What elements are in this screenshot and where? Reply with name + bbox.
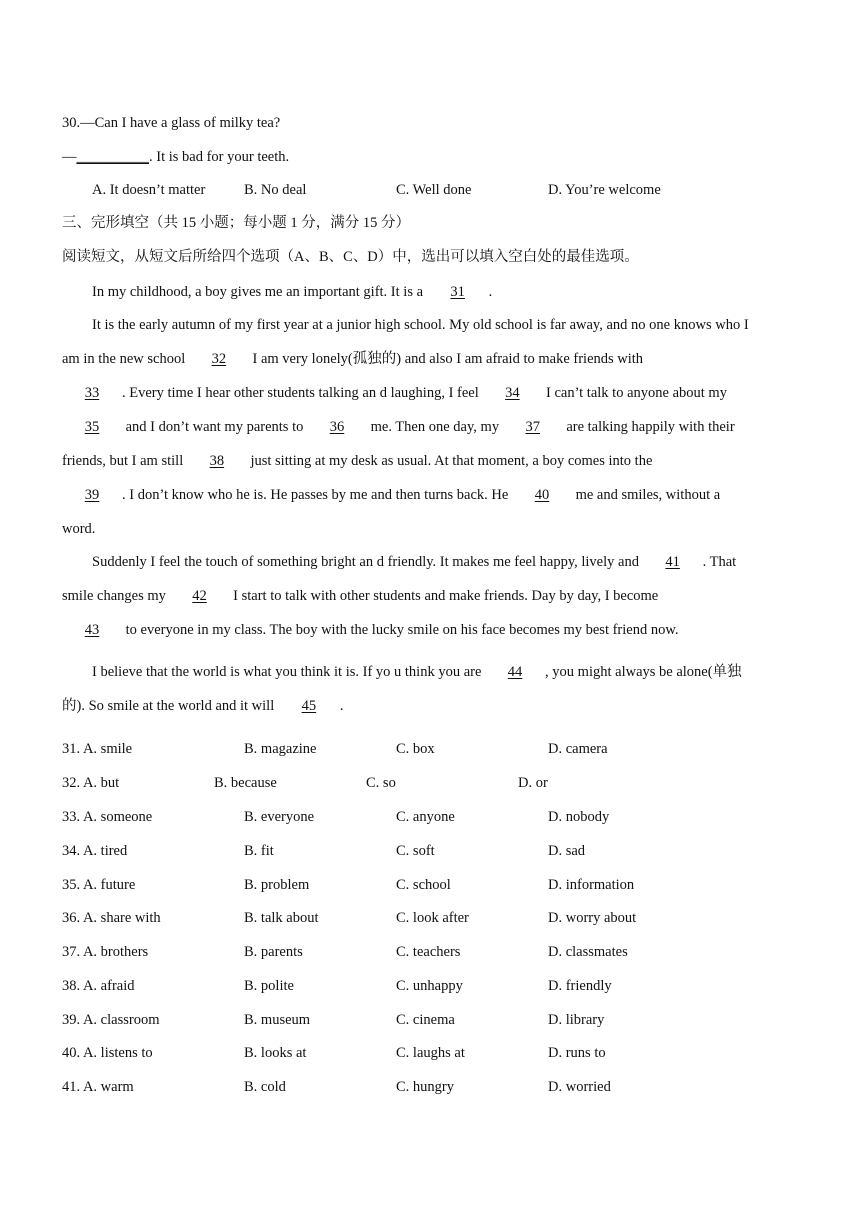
question-option-c: C. school bbox=[396, 877, 451, 893]
passage-line bbox=[62, 621, 679, 639]
blank-37: 37 bbox=[525, 419, 540, 435]
question-option-a: 31. A. smile bbox=[62, 741, 133, 757]
passage-line bbox=[62, 418, 735, 436]
question-option-c: C. box bbox=[396, 741, 435, 757]
blank-43: 43 bbox=[84, 622, 100, 638]
question-option-c: C. look after bbox=[396, 910, 469, 926]
question-row bbox=[0, 1011, 860, 1029]
question-option-a: 40. A. listens to bbox=[62, 1045, 153, 1061]
question-option-c: C. so bbox=[366, 775, 396, 791]
blank-41: 41 bbox=[665, 554, 680, 570]
passage-text: to everyone in my class. The boy with the lucky smile on his face becomes my best friend now. bbox=[122, 622, 679, 638]
passage-text: In my childhood, a boy gives me an important gift. It is a bbox=[92, 284, 427, 300]
section-title: 三、完形填空（共 15 小题；每小题 1 分，满分 15 分） bbox=[62, 215, 410, 231]
passage-line bbox=[92, 553, 736, 571]
q30-options bbox=[0, 181, 860, 199]
passage-text: friends, but I am still bbox=[62, 453, 187, 469]
question-option-b: B. everyone bbox=[244, 809, 315, 825]
passage-text: I am very lonely(孤独的) and also I am afraid to make friends with bbox=[248, 351, 644, 367]
question-option-b: B. because bbox=[214, 775, 277, 791]
question-option-a: 35. A. future bbox=[62, 877, 136, 893]
question-option-d: D. or bbox=[518, 775, 548, 791]
question-option-a: 34. A. tired bbox=[62, 843, 128, 859]
question-option-c: C. anyone bbox=[396, 809, 455, 825]
question-option-b: B. parents bbox=[244, 944, 303, 960]
question-option-d: D. runs to bbox=[548, 1045, 606, 1061]
passage-text: and I don’t want my parents to bbox=[122, 419, 307, 435]
q30-answer-text: . It is bad for your teeth. bbox=[149, 149, 290, 165]
question-option-a: 39. A. classroom bbox=[62, 1012, 160, 1028]
question-option-a: 36. A. share with bbox=[62, 910, 161, 926]
question-option-a: 32. A. but bbox=[62, 775, 120, 791]
question-option-d: D. camera bbox=[548, 741, 608, 757]
passage-text: 的). So smile at the world and it will bbox=[62, 698, 278, 714]
blank-40: 40 bbox=[534, 487, 550, 503]
passage-line: It is the early autumn of my first year at a junior high school. My old school is far away, and no one knows who I bbox=[92, 317, 749, 333]
question-option-b: B. polite bbox=[244, 978, 294, 994]
passage-text: . bbox=[488, 284, 493, 300]
question-option-b: B. magazine bbox=[244, 741, 317, 757]
question-option-b: B. fit bbox=[244, 843, 274, 859]
blank-45: 45 bbox=[301, 698, 317, 714]
question-option-a: 37. A. brothers bbox=[62, 944, 149, 960]
question-option-a: 33. A. someone bbox=[62, 809, 153, 825]
question-row bbox=[0, 876, 860, 894]
question-option-b: B. looks at bbox=[244, 1045, 307, 1061]
question-option-b: B. museum bbox=[244, 1012, 311, 1028]
question-option-d: D. friendly bbox=[548, 978, 612, 994]
passage-text: . I don’t know who he is. He passes by me and then turns back. He bbox=[122, 487, 512, 503]
passage-text: smile changes my bbox=[62, 588, 170, 604]
question-option-d: D. library bbox=[548, 1012, 605, 1028]
question-option-d: D. worried bbox=[548, 1079, 611, 1095]
blank-33: 33 bbox=[84, 385, 100, 401]
passage-text: , you might always be alone(单独 bbox=[545, 664, 742, 680]
passage-text: me and smiles, without a bbox=[571, 487, 721, 503]
blank-32: 32 bbox=[211, 351, 227, 367]
blank-42: 42 bbox=[192, 588, 207, 604]
q30-blank: __________ bbox=[76, 149, 149, 165]
blank-39: 39 bbox=[84, 487, 100, 503]
question-option-b: B. talk about bbox=[244, 910, 319, 926]
question-option-c: C. soft bbox=[396, 843, 435, 859]
passage-text: . That bbox=[702, 554, 737, 570]
q30-option-a: A. It doesn’t matter bbox=[92, 182, 206, 198]
q30-option-c: C. Well done bbox=[396, 182, 472, 198]
question-row bbox=[0, 842, 860, 860]
question-option-b: B. problem bbox=[244, 877, 310, 893]
question-option-d: D. worry about bbox=[548, 910, 637, 926]
blank-36: 36 bbox=[329, 419, 345, 435]
q30-dash: — bbox=[62, 149, 77, 165]
question-option-c: C. teachers bbox=[396, 944, 461, 960]
blank-44: 44 bbox=[507, 664, 523, 680]
passage-line bbox=[62, 384, 727, 402]
question-option-c: C. cinema bbox=[396, 1012, 455, 1028]
q30-answer-line bbox=[62, 148, 289, 166]
passage-line bbox=[62, 587, 658, 605]
q30-option-b: B. No deal bbox=[244, 182, 307, 198]
passage-text: . Every time I hear other students talking an d laughing, I feel bbox=[122, 385, 483, 401]
passage-text: Suddenly I feel the touch of something bright an d friendly. It makes me feel happy, lively and bbox=[92, 554, 643, 570]
passage-line bbox=[62, 350, 643, 368]
question-row bbox=[0, 1078, 860, 1096]
question-option-c: C. unhappy bbox=[396, 978, 463, 994]
passage-text: am in the new school bbox=[62, 351, 189, 367]
q30-question: 30.—Can I have a glass of milky tea? bbox=[62, 115, 281, 131]
passage-line bbox=[62, 452, 652, 470]
passage-text: . bbox=[339, 698, 344, 714]
question-row bbox=[0, 977, 860, 995]
question-option-c: C. hungry bbox=[396, 1079, 454, 1095]
question-option-a: 38. A. afraid bbox=[62, 978, 135, 994]
blank-31: 31 bbox=[450, 284, 465, 300]
passage-text: I can’t talk to anyone about my bbox=[542, 385, 727, 401]
blank-34: 34 bbox=[505, 385, 520, 401]
question-option-c: C. laughs at bbox=[396, 1045, 465, 1061]
passage-line: word. bbox=[62, 521, 96, 537]
passage-text: me. Then one day, my bbox=[366, 419, 503, 435]
question-row bbox=[0, 943, 860, 961]
blank-38: 38 bbox=[209, 453, 225, 469]
q30-option-d: D. You’re welcome bbox=[548, 182, 661, 198]
question-option-d: D. information bbox=[548, 877, 635, 893]
passage-line bbox=[62, 486, 720, 504]
passage-line bbox=[92, 663, 742, 681]
passage-text: I believe that the world is what you think it is. If yo u think you are bbox=[92, 664, 486, 680]
question-option-b: B. cold bbox=[244, 1079, 286, 1095]
blank-35: 35 bbox=[84, 419, 100, 435]
passage-text: I start to talk with other students and make friends. Day by day, I become bbox=[229, 588, 659, 604]
question-option-d: D. nobody bbox=[548, 809, 610, 825]
passage-line bbox=[92, 283, 492, 301]
question-row bbox=[0, 909, 860, 927]
question-option-a: 41. A. warm bbox=[62, 1079, 134, 1095]
passage-line bbox=[62, 697, 344, 715]
passage-text: are talking happily with their bbox=[562, 419, 735, 435]
question-option-d: D. classmates bbox=[548, 944, 628, 960]
question-row bbox=[0, 808, 860, 826]
question-option-d: D. sad bbox=[548, 843, 586, 859]
question-row bbox=[0, 740, 860, 758]
section-instruction: 阅读短文，从短文后所给四个选项（A、B、C、D）中，选出可以填入空白处的最佳选项。 bbox=[62, 249, 639, 265]
passage-text: just sitting at my desk as usual. At that moment, a boy comes into the bbox=[246, 453, 653, 469]
question-row bbox=[0, 774, 860, 792]
question-row bbox=[0, 1044, 860, 1062]
